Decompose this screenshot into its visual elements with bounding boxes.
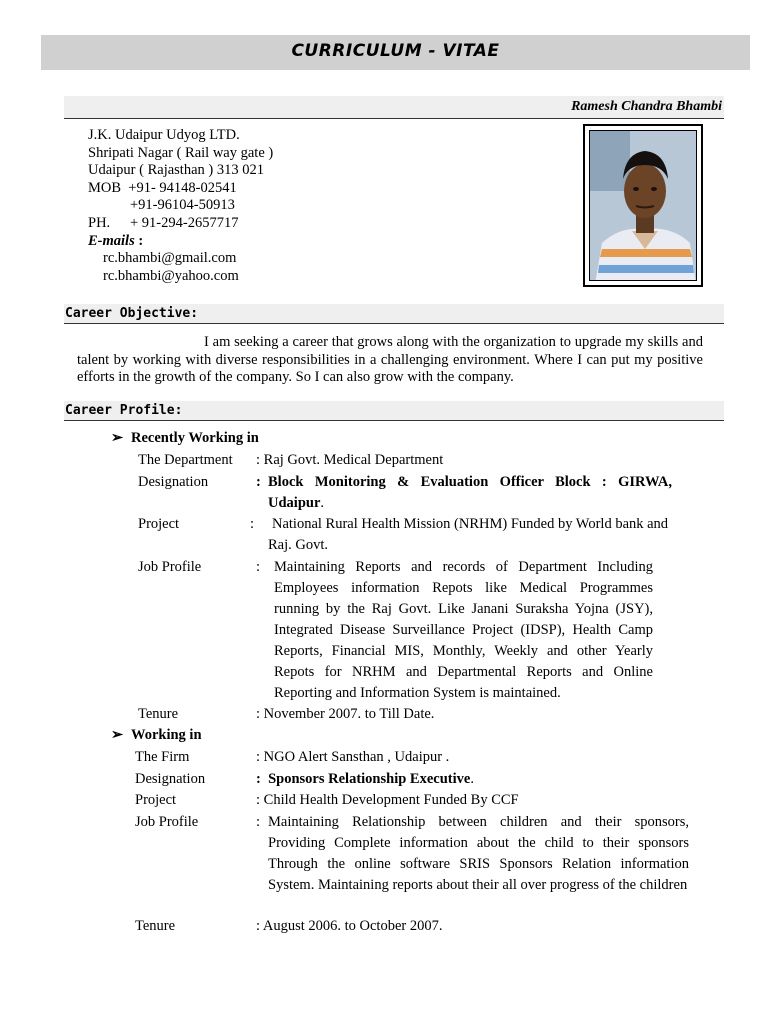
field-value: Maintaining Relationship between children and their sponsors, Providing Complete information about the child to their sponsors Through the online software SRIS Sponsors Relation information System. Maintaining reports about their all over progress of the children (268, 814, 689, 893)
mobile-number: +91-96104-50913 (130, 197, 235, 214)
portrait-icon (590, 131, 697, 281)
arrow-bullet-icon: ➢ (111, 430, 124, 446)
field-label: Job Profile (138, 559, 202, 575)
field-colon: : (256, 814, 261, 830)
objective-heading-bar (64, 304, 724, 324)
job-heading-text: Recently Working in (131, 430, 259, 446)
title-bar (41, 35, 750, 70)
mobile-row-2 (88, 197, 273, 215)
emails-label: E-mails (88, 232, 135, 249)
field-value (256, 771, 474, 788)
designation-period: . (320, 495, 325, 511)
address-line: Udaipur ( Rajasthan ) 313 021 (88, 162, 264, 179)
field-colon: : (256, 474, 261, 490)
field-label: Designation (138, 474, 209, 490)
field-label: The Department (138, 452, 233, 468)
field-value: : NGO Alert Sansthan , Udaipur . (256, 749, 450, 765)
field-label: Job Profile (135, 814, 199, 830)
job-heading (111, 430, 259, 447)
job-heading (111, 727, 202, 744)
address-line: Shripati Nagar ( Rail way gate ) (88, 144, 274, 161)
designation-colon: : (256, 771, 261, 787)
document-title: CURRICULUM - VITAE (291, 41, 500, 61)
candidate-name: Ramesh Chandra Bhambi (571, 99, 722, 114)
field-value: National Rural Health Mission (NRHM) Funded by World bank and Raj. Govt. (268, 516, 669, 553)
mobile-row (88, 180, 273, 198)
field-label: Tenure (138, 706, 179, 722)
field-label: Project (138, 516, 180, 532)
field-colon: : (250, 516, 255, 532)
field-value (268, 472, 672, 514)
photo-image (589, 130, 697, 281)
field-colon: : (256, 559, 261, 575)
field-value: Maintaining Reports and records of Department Including Employees information Repots like Medical Programmes running by the Raj Govt. Like Janani Suraksha Yojna (JSY), Integrated Disease Surveillance Project (IDSP), Health Camp Reports, Financial MIS, Monthly, Weekly and other Yearly Repots for NRHM and Departmental Reports and Online Reporting and Information System is maintained. (274, 559, 653, 701)
field-value: : November 2007. to Till Date. (256, 706, 435, 722)
contact-block (88, 127, 273, 285)
designation-text: Block Monitoring & Evaluation Officer Block : GIRWA, Udaipur (268, 474, 672, 511)
phone-row (88, 215, 273, 233)
emails-colon: : (138, 232, 144, 249)
field-label: Tenure (135, 918, 176, 934)
phone-number: + 91-294-2657717 (130, 214, 239, 231)
job-heading-text: Working in (131, 727, 202, 743)
phone-label: PH. (88, 214, 111, 231)
field-label: The Firm (135, 749, 190, 765)
designation-period: . (470, 771, 474, 787)
arrow-bullet-icon: ➢ (111, 727, 124, 743)
mobile-number: +91- 94148-02541 (128, 179, 237, 196)
objective-text: I am seeking a career that grows along with the organization to upgrade my skills and talent by working with diverse responsibilities in a challenging environment. Where I can put my positive efforts in the growth of the company. So I can also grow with the company. (77, 334, 703, 385)
field-label: Project (135, 792, 177, 808)
field-label: Designation (135, 771, 206, 787)
email-link[interactable]: rc.bhambi@gmail.com (103, 250, 237, 267)
field-value: : Child Health Development Funded By CCF (256, 792, 519, 808)
address-line: J.K. Udaipur Udyog LTD. (88, 127, 240, 143)
profile-heading-bar (64, 401, 724, 421)
name-bar (64, 96, 724, 119)
mobile-label: MOB (88, 179, 122, 196)
email-link[interactable]: rc.bhambi@yahoo.com (103, 267, 239, 284)
designation-text: Sponsors Relationship Executive (268, 771, 471, 787)
section-heading: Career Objective: (65, 306, 199, 321)
section-heading: Career Profile: (65, 403, 183, 418)
emails-row (88, 233, 273, 251)
profile-photo (583, 124, 703, 287)
field-value: : August 2006. to October 2007. (256, 918, 443, 934)
field-value: : Raj Govt. Medical Department (256, 452, 444, 468)
